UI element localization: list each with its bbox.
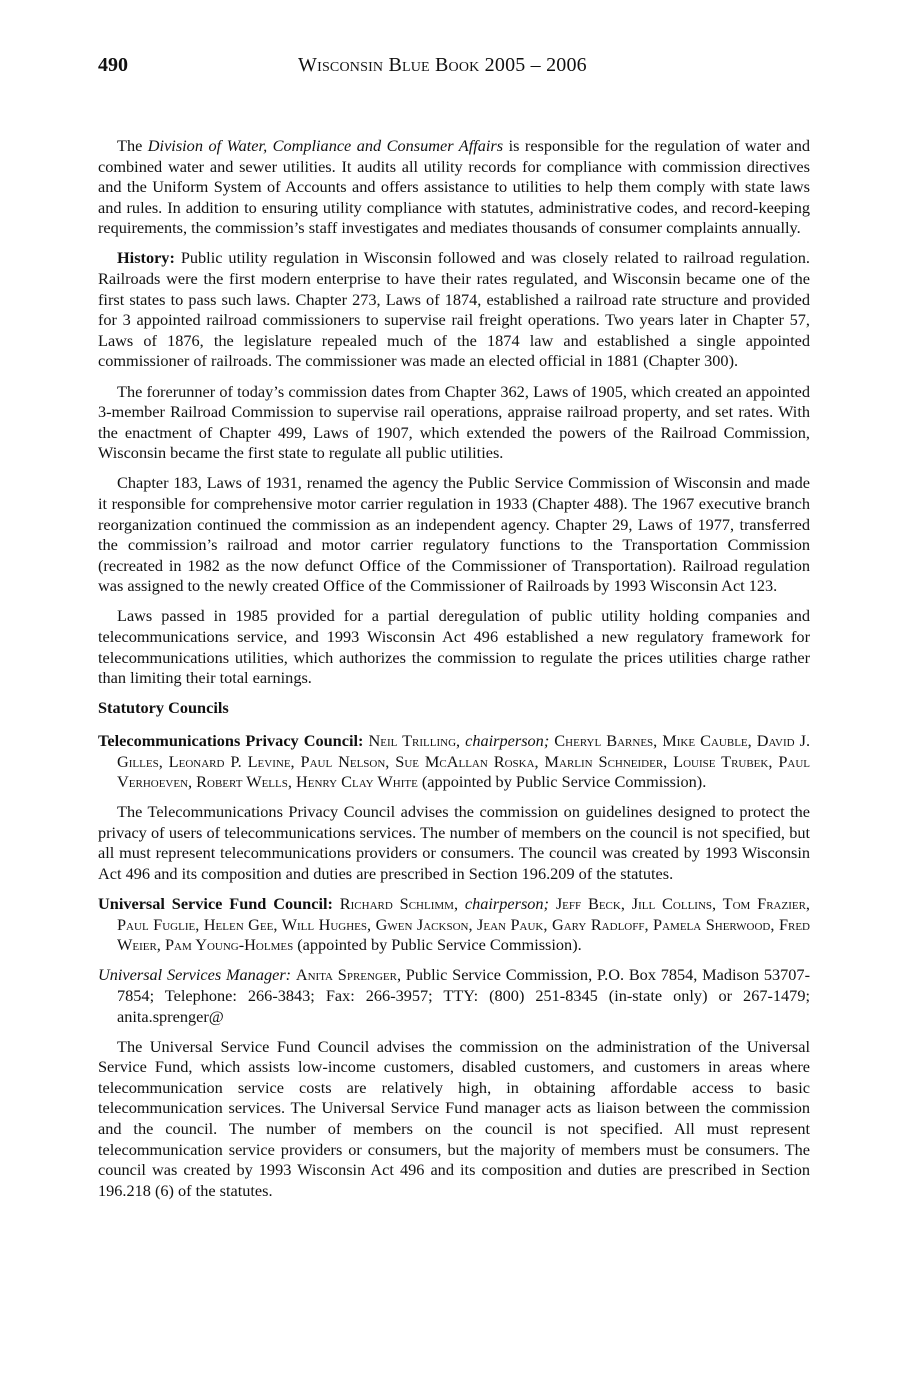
- running-title: Wisconsin Blue Book 2005 – 2006: [298, 54, 587, 76]
- telecom-member-list: Cheryl Barnes, Mike Cauble, David J. Gilles, Leonard P. Levine, Paul Nelson, Sue McAllan Roska, Marlin Schneider, Louise Trubek, Paul Verhoeven, Robert Wells, Henry Clay White: [117, 730, 811, 792]
- history-text-1: Public utility regulation in Wisconsin followed and was closely related to railroad regulation. Railroads were the first modern enterprise to have their rates regulated, and Wisconsin became one of the first states to pass such laws. Chapter 273, Laws of 1874, established a railroad rate structure and provided for 3 appointed railroad commissioners to supervise rail freight operations. Two years later in Chapter 57, Laws of 1876, the legislature repealed much of the 1874 law and established a single appointed commissioner of railroads. The commissioner was made an elected official in 1881 (Chapter 300).: [98, 248, 810, 371]
- division-name: Division of Water, Compliance and Consumer Affairs: [147, 136, 504, 155]
- page-header: [98, 55, 810, 83]
- telecom-council-members: [98, 731, 810, 793]
- history-label: History:: [117, 248, 175, 268]
- page-body: [98, 136, 810, 1211]
- usf-manager-name: Anita Sprenger,: [295, 965, 402, 985]
- history-paragraph-4: Laws passed in 1985 provided for a partial deregulation of public utility holding companies and telecommunications service, and 1993 Wisconsin Act 496 established a new regulatory framework for telecommunications utilities, which authorizes the commission to regulate the prices utilities charge rather than limiting their total earnings.: [98, 606, 810, 688]
- statutory-councils-heading: Statutory Councils: [98, 698, 229, 718]
- division-text-pre: The: [117, 136, 148, 155]
- usf-appointed-note: (appointed by Public Service Commission).: [293, 935, 582, 955]
- telecom-council-label: Telecommunications Privacy Council:: [98, 730, 364, 750]
- usf-manager-label: Universal Services Manager:: [98, 965, 292, 985]
- telecom-appointed-note: (appointed by Public Service Commission).: [417, 772, 707, 792]
- history-paragraph-1: [98, 248, 810, 372]
- telecom-chair-role: chairperson;: [465, 730, 550, 750]
- telecom-council-description: The Telecommunications Privacy Council advises the commission on guidelines designed to protect the privacy of users of telecommunications services. The number of members on the council is not specified, but all must represent telecommunications providers or consumers. The council was created by 1993 Wisconsin Act 496 and its composition and duties are prescribed in Section 196.209 of the statutes.: [98, 802, 810, 883]
- usf-manager-contact: Public Service Commission, P.O. Box 7854, Madison 53707-7854; Telephone: 266-3843; Fax: 266-3957; TTY: (800) 251-8345 (in-state only) or 267-1479; anita.sprenger@: [117, 965, 810, 1026]
- usf-chair-name: Richard Schlimm,: [339, 894, 459, 914]
- usf-member-list: Jeff Beck, Jill Collins, Tom Frazier, Paul Fuglie, Helen Gee, Will Hughes, Gwen Jackson, Jean Pauk, Gary Radloff, Pamela Sherwood, Fred Weier, Pam Young-Holmes: [117, 894, 811, 955]
- division-text-post: is responsible for the regulation of water and combined water and sewer utilities. It audits all utility records for compliance with commission directives and the Uniform System of Accounts and offers assistance to utilities to help them comply with state laws and rules. In addition to ensuring utility compliance with statutes, administrative codes, and record-keeping requirements, the commission’s staff investigates and mediates thousands of consumer complaints annually.: [98, 136, 811, 238]
- usf-council-label: Universal Service Fund Council:: [98, 894, 333, 914]
- usf-chair-role: chairperson;: [464, 894, 549, 914]
- usf-council-description: The Universal Service Fund Council advises the commission on the administration of the Universal Service Fund, which assists low-income customers, disabled customers, and customers in areas where telecommunication service costs are relatively high, in obtaining affordable access to basic telecommunication services. The Universal Service Fund manager acts as liaison between the commission and the council. The number of members on the council is not specified. All must represent telecommunication service providers or consumers, but the majority of members must be consumers. The council was created by 1993 Wisconsin Act 496 and its composition and duties are prescribed in Section 196.218 (6) of the statutes.: [98, 1036, 810, 1200]
- telecom-chair-name: Neil Trilling,: [368, 730, 461, 750]
- usf-manager-entry: [98, 965, 810, 1027]
- division-paragraph: [98, 136, 810, 239]
- page-number: 490: [98, 54, 128, 76]
- usf-council-members: [98, 894, 810, 956]
- history-paragraph-2: The forerunner of today’s commission dates from Chapter 362, Laws of 1905, which created an appointed 3-member Railroad Commission to supervise rail operations, appraise railroad property, and set rates. With the enactment of Chapter 499, Laws of 1907, which extended the powers of the Railroad Commission, Wisconsin became the first state to regulate all public utilities.: [98, 381, 810, 463]
- history-paragraph-3: Chapter 183, Laws of 1931, renamed the agency the Public Service Commission of Wisconsin and made it responsible for comprehensive motor carrier regulation in 1933 (Chapter 488). The 1967 executive branch reorganization continued the commission as an independent agency. Chapter 29, Laws of 1977, transferred the commission’s railroad and motor carrier regulatory functions to the Transportation Commission (recreated in 1982 as the now defunct Office of the Commissioner of Transportation). Railroad regulation was assigned to the newly created Office of the Commissioner of Railroads by 1993 Wisconsin Act 123.: [98, 473, 810, 596]
